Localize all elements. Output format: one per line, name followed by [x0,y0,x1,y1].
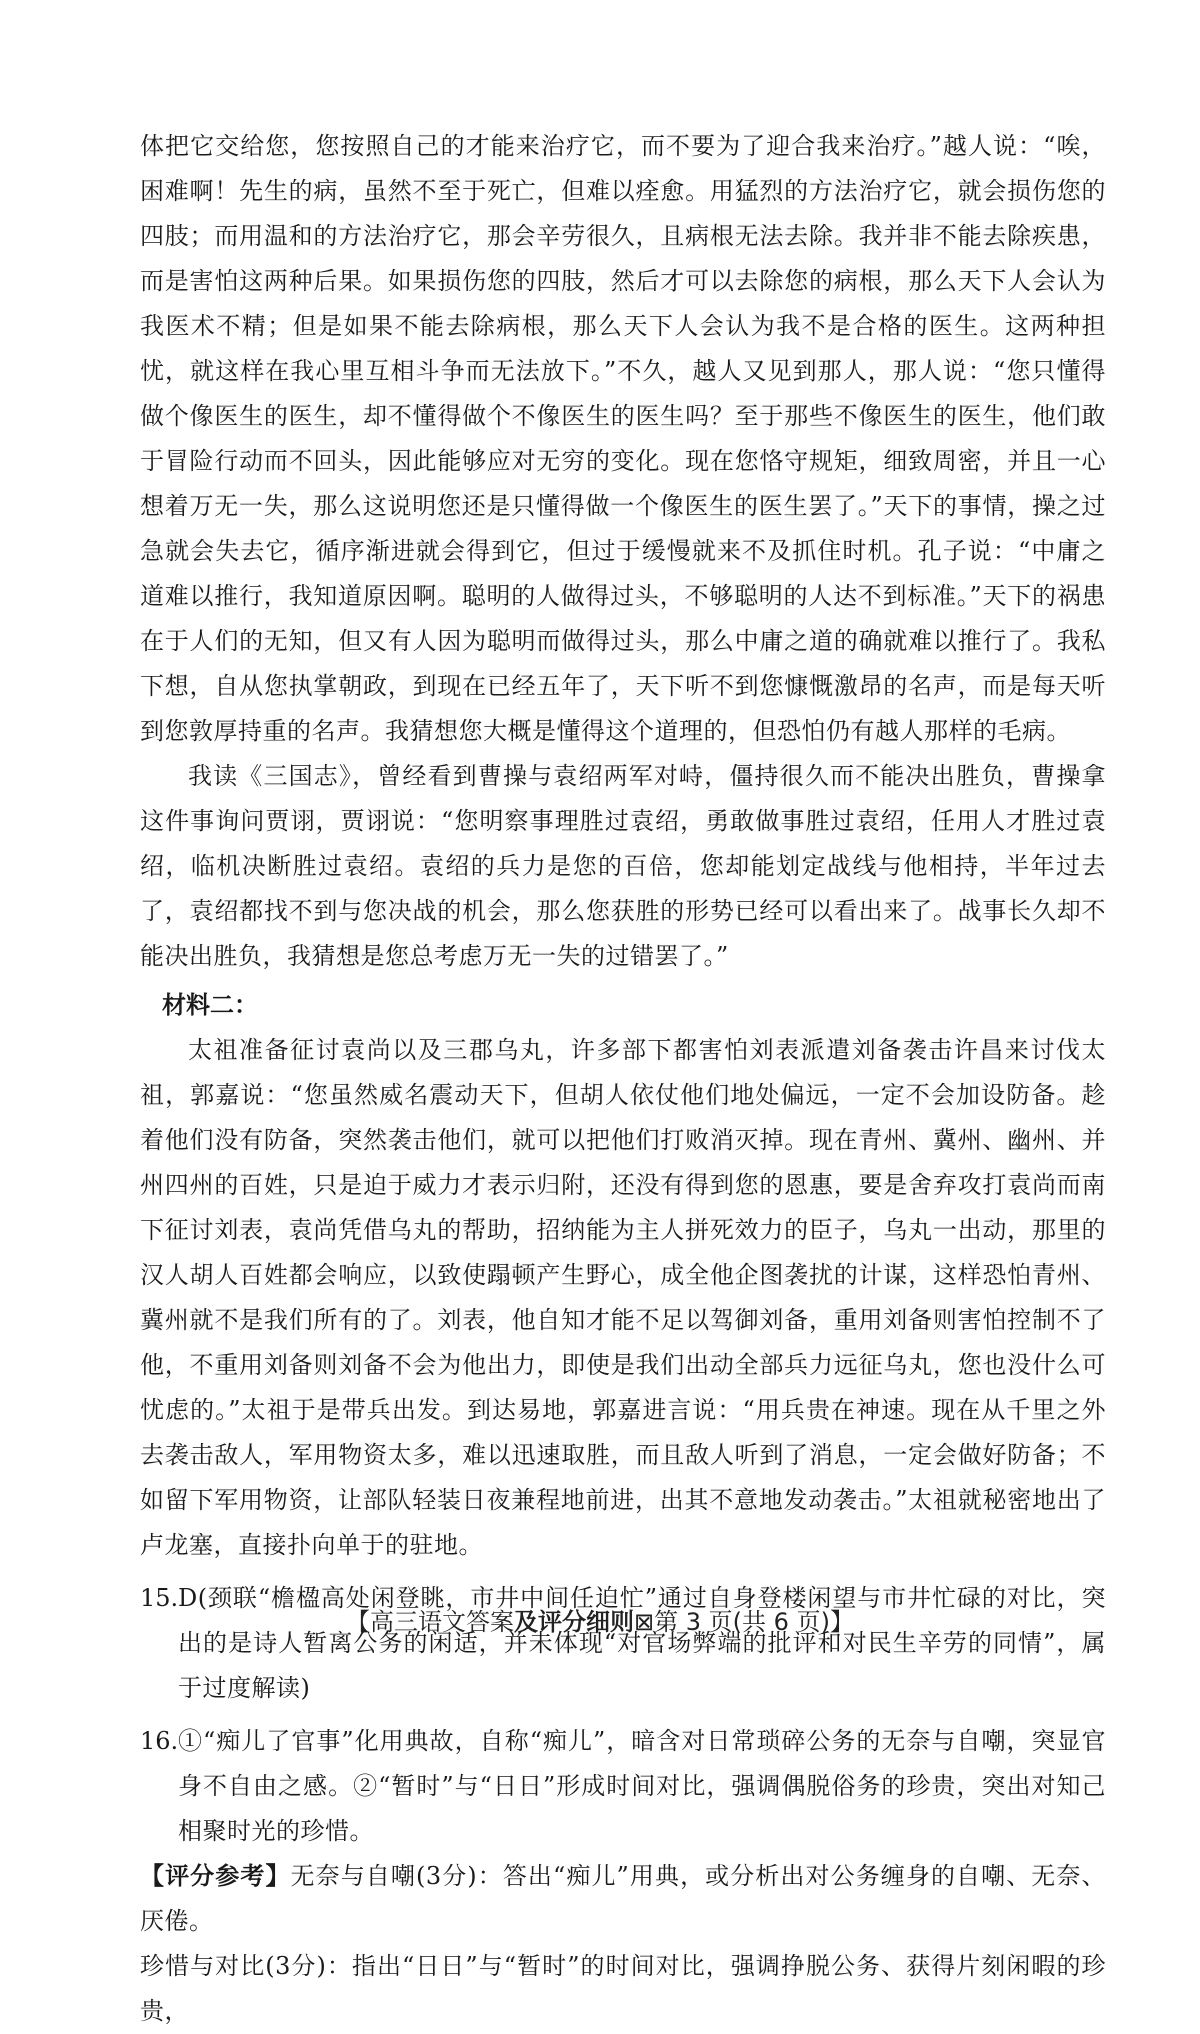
footer-right: ⊠第 3 页(共 6 页)】 [634,1608,854,1636]
scoring-text: 无奈与自嘲(3分)：答出“痴儿”用典，或分析出对公务缠身的自嘲、无奈、厌倦。 [140,1862,1106,1935]
section-title-material-two: 材料二： [162,991,258,1019]
footer-left: 【高三语文答案 [346,1608,515,1636]
page-footer [0,1602,1200,1637]
material-one-translation [140,124,1106,979]
answer-number: 15. [140,1584,179,1612]
scoring-tag: 【评分参考】 [140,1862,291,1890]
scoring-reference [140,1854,1106,2034]
paragraph: 体把它交给您，您按照自己的才能来治疗它，而不要为了迎合我来治疗。”越人说：“唉，困难啊！先生的病，虽然不至于死亡，但难以痊愈。用猛烈的方法治疗它，就会损伤您的四肢；而用温和的方法治疗它，那会辛劳很久，且病根无法去除。我并非不能去除疾患，而是害怕这两种后果。如果损伤您的四肢，然后才可以去除您的病根，那么天下人会认为我医术不精；但是如果不能去除病根，那么天下人会认为我不是合格的医生。这两种担忧，就这样在我心里互相斗争而无法放下。”不久，越人又见到那人，那人说：“您只懂得做个像医生的医生，却不懂得做个不像医生的医生吗？至于那些不像医生的医生，他们敢于冒险行动而不回头，因此能够应对无穷的变化。现在您恪守规矩，细致周密，并且一心想着万无一失，那么这说明您还是只懂得做一个像医生的医生罢了。”天下的事情，操之过急就会失去它，循序渐进就会得到它，但过于缓慢就来不及抓住时机。孔子说：“中庸之道难以推行，我知道原因啊。聪明的人做得过头，不够聪明的人达不到标准。”天下的祸患在于人们的无知，但又有人因为聪明而做得过头，那么中庸之道的确就难以推行了。我私下想，自从您执掌朝政，到现在已经五年了，天下听不到您慷慨激昂的名声，而是每天听到您敦厚持重的名声。我猜想您大概是懂得这个道理的，但恐怕仍有越人那样的毛病。 [140,132,1106,745]
scoring-line [140,1854,1106,1944]
paragraph: 太祖准备征讨袁尚以及三郡乌丸，许多部下都害怕刘表派遣刘备袭击许昌来讨伐太祖，郭嘉说：“您虽然威名震动天下，但胡人依仗他们地处偏远，一定不会加设防备。趁着他们没有防备，突然袭击他们，就可以把他们打败消灭掉。现在青州、冀州、幽州、并州四州的百姓，只是迫于威力才表示归附，还没有得到您的恩惠，要是舍弃攻打袁尚而南下征讨刘表，袁尚凭借乌丸的帮助，招纳能为主人拼死效力的臣子，乌丸一出动，那里的汉人胡人百姓都会响应，以致使蹋顿产生野心，成全他企图袭扰的计谋，这样恐怕青州、冀州就不是我们所有的了。刘表，他自知才能不足以驾御刘备，重用刘备则害怕控制不了他，不重用刘备则刘备不会为他出力，即使是我们出动全部兵力远征乌丸，您也没什么可忧虑的。”太祖于是带兵出发。到达易地，郭嘉进言说：“用兵贵在神速。现在从千里之外去袭击敌人，军用物资太多，难以迅速取胜，而且敌人听到了消息，一定会做好防备；不如留下军用物资，让部队轻装日夜兼程地前进，出其不意地发动袭击。”太祖就秘密地出了卢龙塞，直接扑向单于的驻地。 [140,1036,1106,1559]
paragraph: 我读《三国志》，曾经看到曹操与袁绍两军对峙，僵持很久而不能决出胜负，曹操拿这件事询问贾诩，贾诩说：“您明察事理胜过袁绍，勇敢做事胜过袁绍，任用人才胜过袁绍，临机决断胜过袁绍。袁绍的兵力是您的百倍，您却能划定战线与他相持，半年过去了，袁绍都找不到与您决战的机会，那么您获胜的形势已经可以看出来了。战事长久却不能决出胜负，我猜想是您总考虑万无一失的过错罢了。” [140,762,1106,970]
answer-text: ①“痴儿了官事”化用典故，自称“痴儿”，暗含对日常琐碎公务的无奈与自嘲，突显官身不自由之感。②“暂时”与“日日”形成时间对比，强调偶脱俗务的珍贵，突出对知己相聚时光的珍惜。 [178,1727,1106,1845]
footer-bold: 及评分细则 [514,1608,635,1636]
scoring-line: 珍惜与对比(3分)：指出“日日”与“暂时”的时间对比，强调挣脱公务、获得片刻闲暇的珍贵， [140,1952,1106,2025]
material-two-translation [140,1028,1106,1568]
answer-16 [140,1719,1106,1854]
answer-text: D(颈联“檐楹高处闲登眺，市井中间任迫忙”通过自身登楼闲望与市井忙碌的对比，突出的是诗人暂离公务的闲适，并未体现“对官场弊端的批评和对民生辛劳的同情”，属于过度解读) [178,1584,1106,1702]
answer-number: 16. [140,1727,179,1755]
answer-15 [140,1576,1106,1711]
